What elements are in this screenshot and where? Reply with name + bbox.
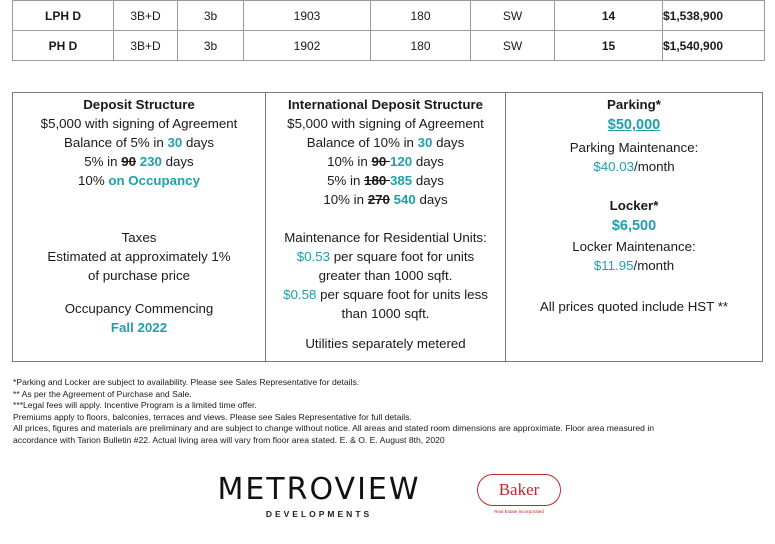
table-row bbox=[13, 31, 765, 61]
footnotes bbox=[13, 377, 763, 446]
price-cell: $1,538,900 bbox=[663, 1, 765, 31]
locker-maintenance-label: Locker Maintenance: bbox=[572, 239, 696, 254]
utilities-note: Utilities separately metered bbox=[305, 336, 466, 351]
exposure-cell: SW bbox=[471, 1, 555, 31]
hst-note: All prices quoted include HST ** bbox=[539, 299, 729, 314]
footnote: ** As per the Agreement of Purchase and Sale. bbox=[13, 388, 192, 399]
parking-column bbox=[506, 93, 762, 361]
sqft-cell: 1903 bbox=[244, 1, 371, 31]
maintenance-line: greater than 1000 sqft. bbox=[318, 268, 453, 283]
baker-subtitle: Real Estate Incorporated bbox=[494, 509, 544, 514]
exposure-cell: SW bbox=[471, 31, 555, 61]
unit-cell: PH D bbox=[13, 31, 114, 61]
taxes-line: of purchase price bbox=[88, 268, 190, 283]
footnote: All prices, figures and materials are preliminary and are subject to change without notice. All areas and stated room dimensions are approximate. Floor area measured in bbox=[13, 423, 655, 433]
baker-wordmark: Baker bbox=[498, 480, 540, 499]
parking-price: $50,000 bbox=[607, 117, 661, 133]
deposit-line: 10% on Occupancy bbox=[78, 173, 200, 188]
intl-deposit-line: $5,000 with signing of Agreement bbox=[287, 116, 484, 131]
maintenance-heading: Maintenance for Residential Units: bbox=[284, 230, 487, 245]
balcony-cell: 180 bbox=[371, 31, 471, 61]
sqft-cell: 1902 bbox=[244, 31, 371, 61]
footnote: accordance with Tarion Bulletin #22. Actual living area will vary from floor area stated. E. & O. E. August 8th, 2020 bbox=[13, 434, 445, 445]
intl-deposit-line: 10% in 270 540 days bbox=[323, 192, 448, 207]
footnote: *Parking and Locker are subject to availability. Please see Sales Representative for details. bbox=[13, 377, 360, 387]
pricing-table bbox=[12, 0, 765, 61]
parking-maintenance-value: $40.03/month bbox=[593, 159, 675, 174]
unit-cell: LPH D bbox=[13, 1, 114, 31]
deposit-column bbox=[13, 93, 266, 361]
maintenance-line: than 1000 sqft. bbox=[341, 306, 430, 321]
floor-cell: 15 bbox=[555, 31, 663, 61]
baker-oval bbox=[477, 474, 561, 506]
footnote: Premiums apply to floors, balconies, terraces and views. Please see Sales Representative for full details. bbox=[13, 411, 412, 422]
table-row bbox=[13, 1, 765, 31]
metroview-wordmark: METROVIEW bbox=[217, 472, 421, 507]
price-cell: $1,540,900 bbox=[663, 31, 765, 61]
intl-deposit-column bbox=[266, 93, 506, 361]
deposit-line: $5,000 with signing of Agreement bbox=[40, 116, 238, 131]
occupancy-value: Fall 2022 bbox=[110, 320, 168, 335]
footnote: ***Legal fees will apply. Incentive Program is a limited time offer. bbox=[13, 400, 257, 410]
info-box bbox=[12, 92, 763, 362]
maintenance-line: $0.58 per square foot for units less bbox=[283, 287, 488, 302]
taxes-heading: Taxes bbox=[121, 230, 157, 245]
intl-deposit-line: 5% in 180 385 days bbox=[327, 173, 444, 188]
intl-deposit-line: Balance of 10% in 30 days bbox=[306, 135, 465, 150]
deposit-line: Balance of 5% in 30 days bbox=[63, 135, 215, 150]
occupancy-label: Occupancy Commencing bbox=[64, 301, 214, 316]
locker-heading: Locker* bbox=[609, 198, 659, 213]
metroview-logo bbox=[216, 474, 422, 519]
maintenance-line: $0.53 per square foot for units bbox=[296, 249, 475, 264]
taxes-line: Estimated at approximately 1% bbox=[47, 249, 231, 264]
locker-price: $6,500 bbox=[611, 218, 657, 234]
parking-maintenance-label: Parking Maintenance: bbox=[569, 140, 699, 155]
intl-deposit-heading: International Deposit Structure bbox=[287, 97, 484, 112]
intl-deposit-line: 10% in 90 120 days bbox=[327, 154, 444, 169]
beds-cell: 3b bbox=[178, 1, 244, 31]
metroview-subtitle: DEVELOPMENTS bbox=[265, 509, 373, 519]
balcony-cell: 180 bbox=[371, 1, 471, 31]
floor-cell: 14 bbox=[555, 1, 663, 31]
deposit-line: 5% in 90 230 days bbox=[84, 154, 194, 169]
type-cell: 3B+D bbox=[114, 31, 178, 61]
parking-heading: Parking* bbox=[607, 97, 661, 112]
deposit-heading: Deposit Structure bbox=[83, 97, 195, 112]
baker-logo bbox=[472, 474, 566, 514]
beds-cell: 3b bbox=[178, 31, 244, 61]
locker-maintenance-value: $11.95/month bbox=[593, 258, 675, 273]
type-cell: 3B+D bbox=[114, 1, 178, 31]
